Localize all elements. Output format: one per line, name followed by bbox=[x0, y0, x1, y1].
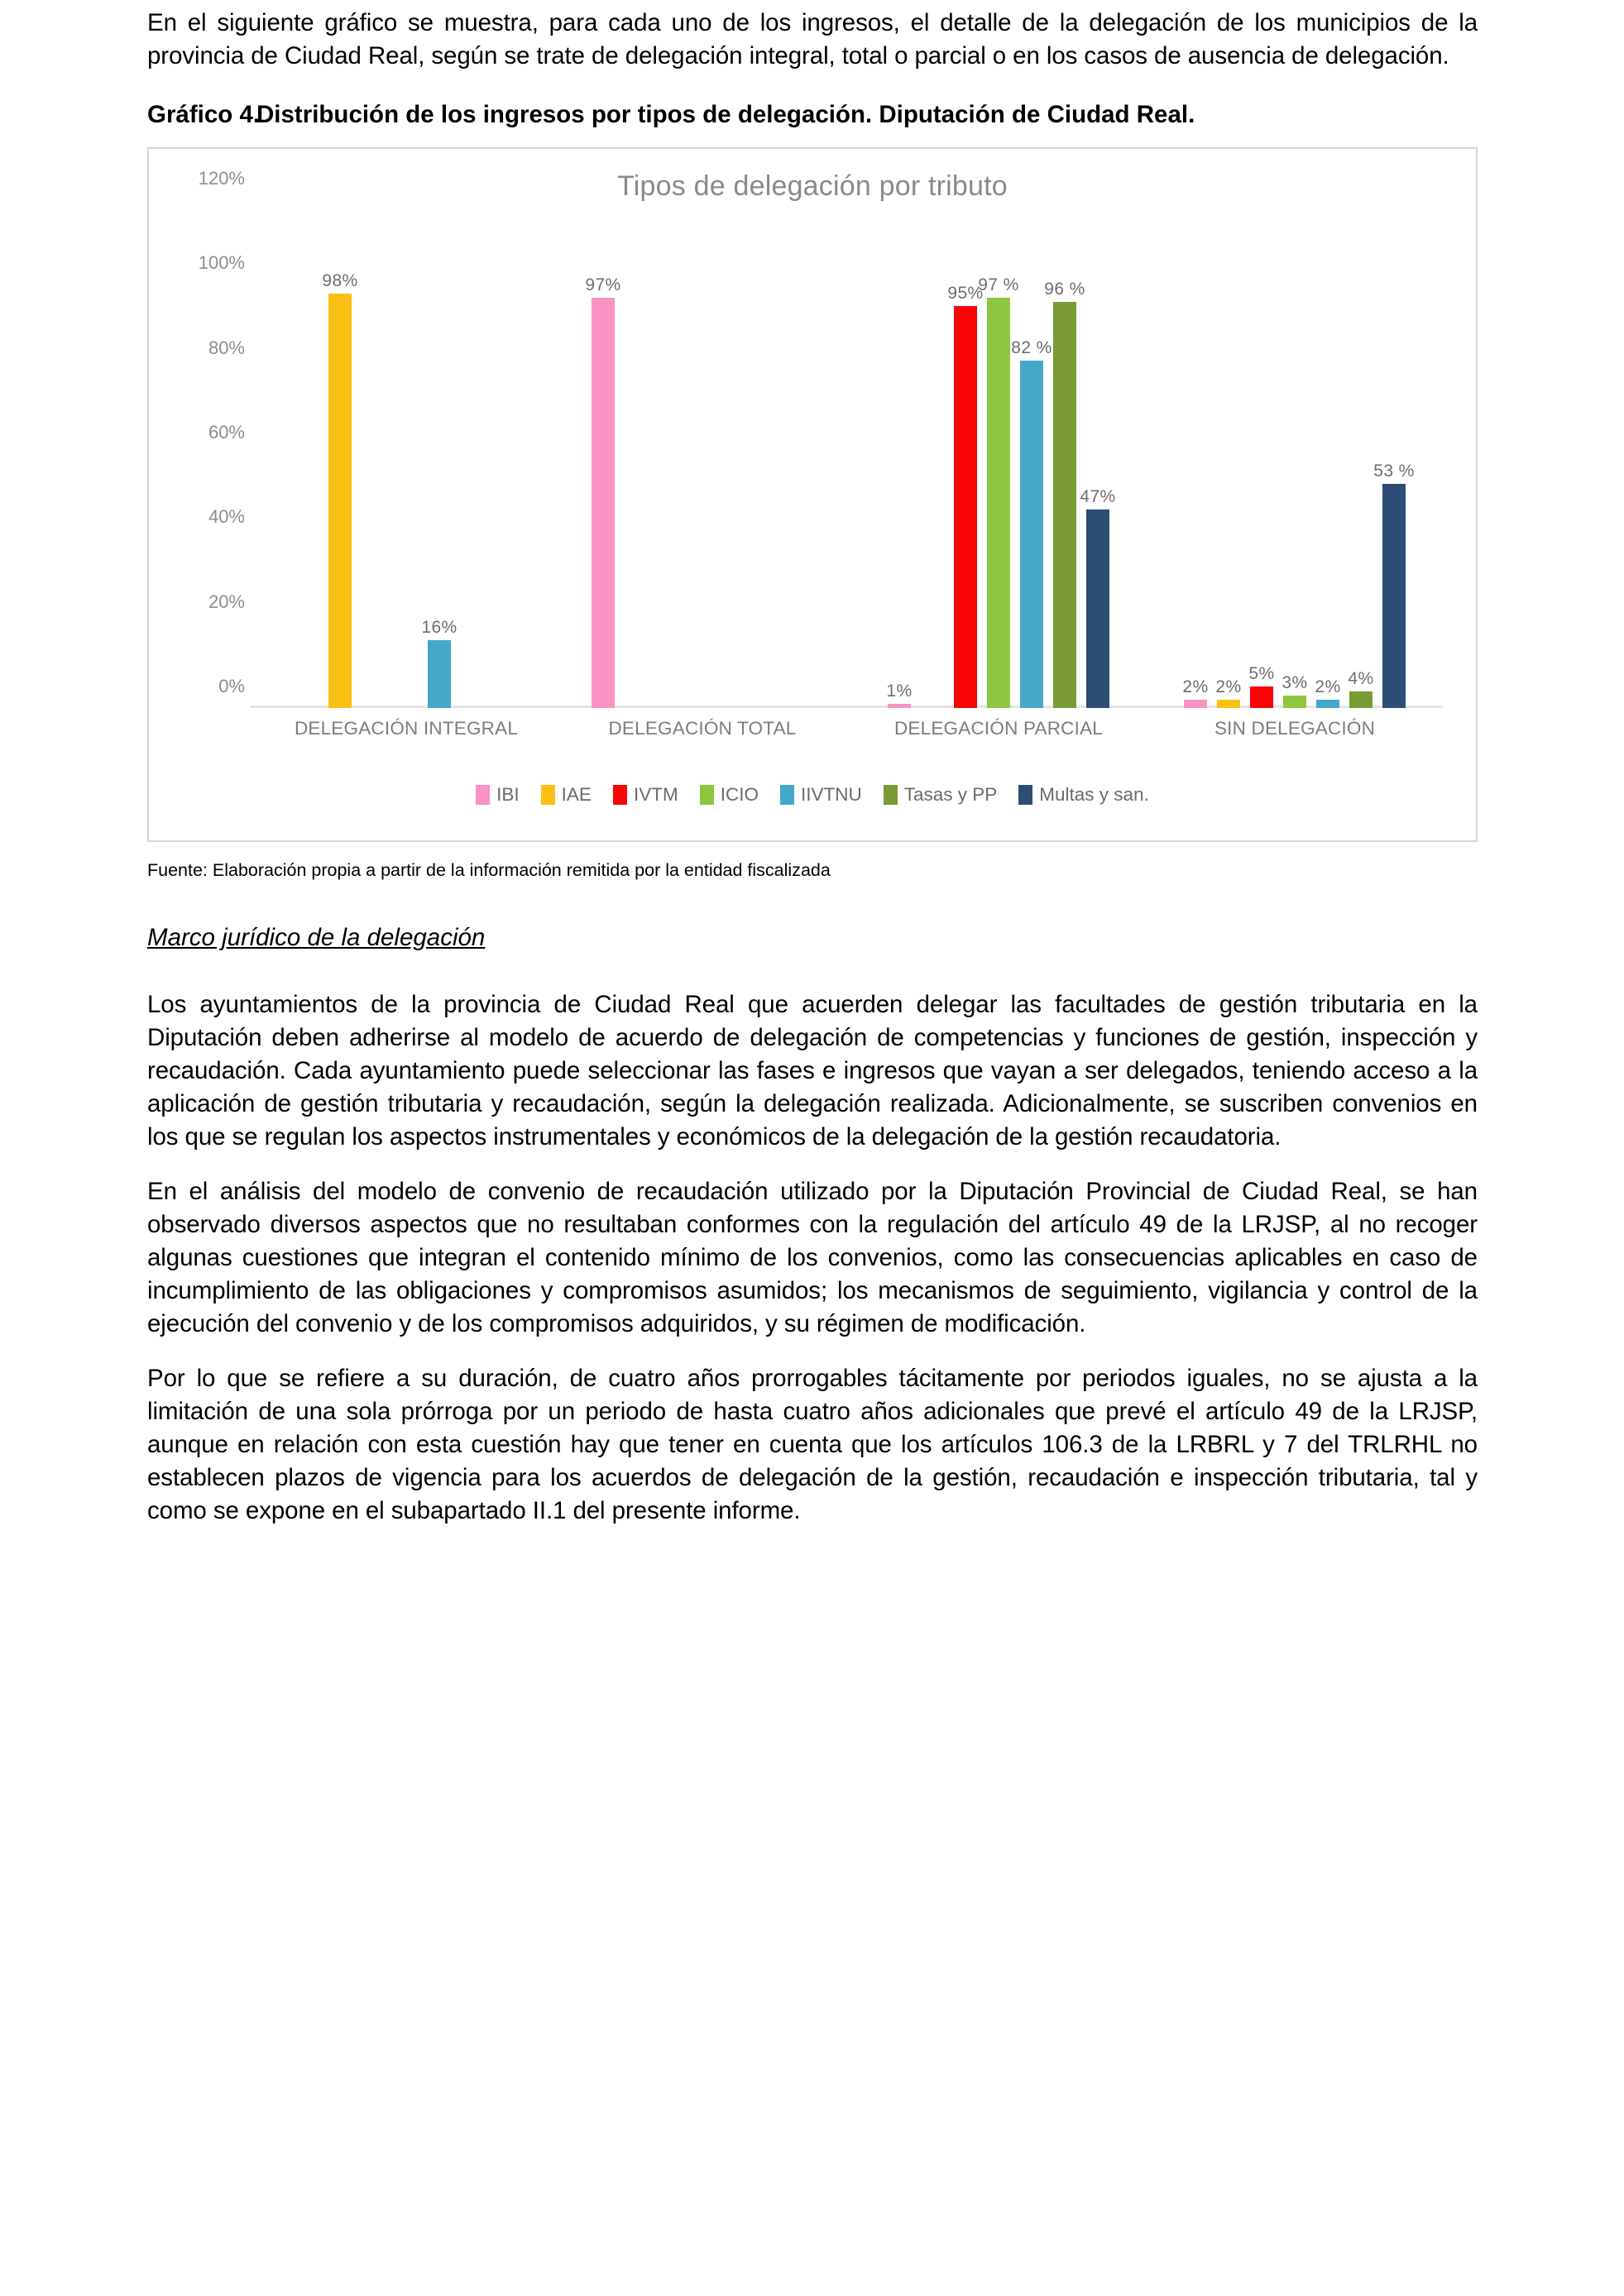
legend-color-swatch bbox=[780, 785, 794, 805]
y-axis-tick-label: 100% bbox=[198, 252, 245, 274]
chart-bar-slot bbox=[1179, 200, 1212, 708]
chart-bar[interactable] bbox=[1348, 668, 1374, 708]
chart-bar[interactable] bbox=[1248, 664, 1275, 708]
figure-caption-number: Gráfico 4. bbox=[147, 101, 261, 128]
chart-bar-slot bbox=[1344, 200, 1377, 708]
chart-bar-slot bbox=[357, 200, 390, 708]
legend-color-swatch bbox=[700, 785, 714, 805]
chart-bar-value-label: 95% bbox=[947, 283, 984, 303]
body-paragraph-1: Los ayuntamientos de la provincia de Ciudad Real que acuerden delegar las facultades de gestión tributaria en la Diputación deben adherirse al modelo de acuerdo de delegación de competencias y funciones de gestión, inspección y recaudación. Cada ayuntamiento puede seleccionar las fases e ingresos que vayan a ser delegados, teniendo acceso a la aplicación de gestión tributaria y recaudación, según la delegación realizada. Adicionalmente, se suscriben convenios en los que se regulan los aspectos instrumentales y económicos de la delegación de la gestión recaudatoria. bbox=[147, 991, 1478, 1150]
legend-color-swatch bbox=[541, 785, 555, 805]
chart-x-axis-labels bbox=[258, 718, 1443, 751]
chart-legend-item[interactable] bbox=[541, 784, 592, 806]
chart-bar-value-label: 1% bbox=[886, 681, 913, 701]
legend-series-label: IIVTNU bbox=[800, 784, 862, 805]
chart-legend-item[interactable] bbox=[613, 784, 678, 806]
chart-legend-item[interactable] bbox=[884, 784, 998, 806]
chart-bar[interactable] bbox=[947, 283, 984, 708]
legend-color-swatch bbox=[884, 785, 898, 805]
x-axis-category-label: DELEGACIÓN PARCIAL bbox=[893, 718, 1103, 739]
chart-bar[interactable] bbox=[1182, 677, 1209, 708]
legend-series-label: Multas y san. bbox=[1039, 784, 1149, 805]
legend-series-label: IAE bbox=[561, 784, 592, 805]
x-axis-category-label: SIN DELEGACIÓN bbox=[1214, 718, 1376, 739]
figure-caption-text: Distribución de los ingresos por tipos de delegación. Diputación de Ciudad Real. bbox=[256, 101, 1195, 128]
chart-bar-slot bbox=[489, 200, 522, 708]
y-axis-tick-label: 20% bbox=[208, 591, 245, 612]
legend-color-swatch bbox=[476, 785, 490, 805]
chart-bar-slot bbox=[1373, 200, 1415, 708]
chart-bar-slot bbox=[1245, 200, 1278, 708]
chart-bar-group-inner bbox=[554, 200, 850, 708]
figure-source-note: Fuente: Elaboración propia a partir de la información remitida por la entidad fiscalizada bbox=[147, 860, 831, 880]
chart-bar[interactable] bbox=[1011, 338, 1052, 708]
chart-legend-item[interactable] bbox=[476, 784, 520, 806]
chart-bar-slot bbox=[423, 200, 456, 708]
chart-bar-value-label: 98% bbox=[322, 270, 358, 290]
chart-bar-group bbox=[1147, 200, 1443, 708]
chart-bar-slot bbox=[587, 200, 620, 708]
body-paragraph-2: En el análisis del modelo de convenio de recaudación utilizado por la Diputación Provincial de Ciudad Real, se han observado diversos aspectos que no resultaban conformes con la regulación del artículo 49 de la LRJSP, al no recoger algunas cuestiones que integran el contenido mínimo de los convenios, como las consecuencias aplicables en caso de incumplimiento de las obligaciones y compromisos asumidos; los mecanismos de seguimiento, vigilancia y control de la ejecución del convenio y de los compromisos adquiridos, y su régimen de modificación. bbox=[147, 1178, 1478, 1337]
chart-bar-value-label: 47% bbox=[1080, 486, 1116, 506]
chart-bar[interactable] bbox=[1044, 279, 1085, 708]
legend-color-swatch bbox=[613, 785, 627, 805]
chart-bar-slot bbox=[916, 200, 949, 708]
chart-bar-group bbox=[258, 200, 554, 708]
chart-bar-value-label: 5% bbox=[1248, 664, 1275, 684]
chart-bar[interactable] bbox=[1315, 677, 1341, 708]
chart-bar-slot bbox=[1044, 200, 1085, 708]
chart-bar-slot bbox=[1278, 200, 1311, 708]
y-axis-tick-label: 120% bbox=[198, 168, 245, 189]
chart-bar-value-label: 2% bbox=[1182, 677, 1209, 696]
chart-bar-value-label: 82 % bbox=[1011, 338, 1052, 358]
figure-chart-container bbox=[147, 147, 1478, 842]
chart-bar[interactable] bbox=[978, 275, 1019, 708]
chart-bar-group bbox=[554, 200, 850, 708]
chart-bar-value-label: 2% bbox=[1315, 677, 1341, 696]
figure-caption bbox=[147, 101, 1478, 129]
chart-bar-value-label: 97 % bbox=[978, 275, 1019, 294]
chart-bar-slot bbox=[1311, 200, 1344, 708]
chart-bar-slot bbox=[883, 200, 916, 708]
chart-bar-value-label: 96 % bbox=[1044, 279, 1085, 299]
chart-bar-group-inner bbox=[850, 200, 1147, 708]
x-axis-category-label: DELEGACIÓN INTEGRAL bbox=[294, 718, 519, 739]
chart-bar-value-label: 97% bbox=[585, 275, 621, 294]
chart-bar-slot bbox=[1011, 200, 1052, 708]
chart-bar[interactable] bbox=[322, 270, 358, 708]
chart-bar-slot bbox=[949, 200, 982, 708]
legend-series-label: IVTM bbox=[633, 784, 678, 805]
y-axis-tick-label: 80% bbox=[208, 337, 245, 358]
chart-bar-group bbox=[850, 200, 1147, 708]
chart-bar-value-label: 3% bbox=[1281, 672, 1308, 692]
chart-bar-slot bbox=[978, 200, 1019, 708]
chart-title: Tipos de delegación por tributo bbox=[617, 170, 1008, 202]
chart-bar[interactable] bbox=[1281, 672, 1308, 708]
bar-chart bbox=[149, 149, 1476, 840]
chart-bar-slot bbox=[653, 200, 686, 708]
chart-bar[interactable] bbox=[421, 618, 457, 708]
chart-bar[interactable] bbox=[886, 681, 913, 708]
legend-series-label: IBI bbox=[496, 784, 520, 805]
chart-bar[interactable] bbox=[585, 275, 621, 708]
chart-bar-value-label: 16% bbox=[421, 618, 457, 638]
y-axis-tick-label: 40% bbox=[208, 506, 245, 528]
y-axis-tick-label: 60% bbox=[208, 422, 245, 442]
chart-bar[interactable] bbox=[1215, 677, 1242, 708]
legend-color-swatch bbox=[1018, 785, 1032, 805]
chart-bar-value-label: 4% bbox=[1348, 668, 1374, 688]
chart-bar[interactable] bbox=[1373, 461, 1415, 708]
legend-series-label: ICIO bbox=[720, 784, 759, 805]
chart-bar-slot bbox=[1212, 200, 1245, 708]
chart-bar-slot bbox=[620, 200, 653, 708]
section-heading: Marco jurídico de la delegación bbox=[147, 924, 486, 951]
chart-bar-slot bbox=[686, 200, 719, 708]
chart-bar-slot bbox=[390, 200, 423, 708]
chart-bar-value-label: 2% bbox=[1215, 677, 1242, 696]
chart-bar-slot bbox=[290, 200, 323, 708]
page-content bbox=[147, 7, 1478, 1543]
chart-bar-slot bbox=[785, 200, 818, 708]
x-axis-category-label: DELEGACIÓN TOTAL bbox=[608, 718, 797, 739]
chart-bar-group-inner bbox=[258, 200, 554, 708]
body-paragraph-3: Por lo que se refiere a su duración, de cuatro años prorrogables tácitamente por periodos iguales, no se ajusta a la limitación de una sola prórroga por un periodo de hasta cuatro años adicionales que prevé el artículo 49 de la LRJSP, aunque en relación con esta cuestión hay que tener en cuenta que los artículos 106.3 de la LRBRL y 7 del TRLRHL no establecen plazos de vigencia para los acuerdos de delegación de la gestión, recaudación e inspección tributaria, tal y como se expone en el subapartado II.1 del presente informe. bbox=[147, 1365, 1478, 1524]
y-axis-tick-label: 0% bbox=[218, 676, 245, 696]
legend-series-label: Tasas y PP bbox=[903, 784, 998, 805]
chart-bar-value-label: 53 % bbox=[1373, 461, 1415, 481]
chart-bar-slot bbox=[1081, 200, 1114, 708]
chart-bar-group-inner bbox=[1147, 200, 1443, 708]
chart-bar-slot bbox=[456, 200, 489, 708]
chart-bar-groups bbox=[258, 200, 1443, 708]
chart-bar-slot bbox=[719, 200, 752, 708]
intro-paragraph: En el siguiente gráfico se muestra, para cada uno de los ingresos, el detalle de la delegación de los municipios de la provincia de Ciudad Real, según se trate de delegación integral, total o parcial o en los casos de ausencia de delegación. bbox=[147, 9, 1478, 69]
chart-legend-item[interactable] bbox=[700, 784, 759, 806]
chart-legend-item[interactable] bbox=[780, 784, 862, 806]
chart-legend bbox=[149, 784, 1476, 806]
chart-bar-slot bbox=[323, 200, 357, 708]
chart-legend-item[interactable] bbox=[1018, 784, 1149, 806]
chart-bar-slot bbox=[752, 200, 785, 708]
chart-bar[interactable] bbox=[1080, 486, 1116, 708]
